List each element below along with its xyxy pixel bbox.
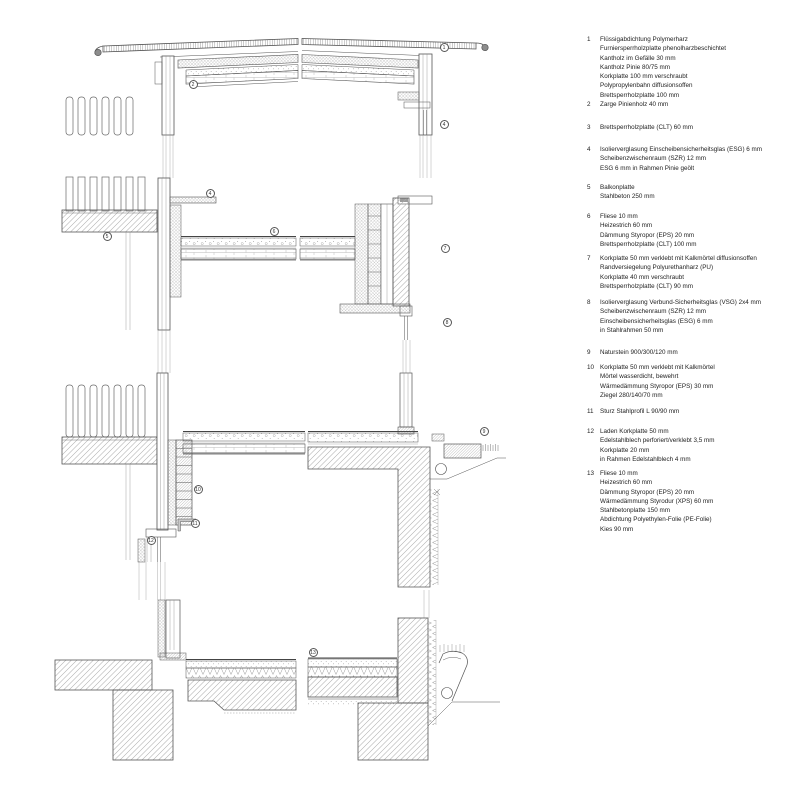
legend-line: Dämmung Styropor (EPS) 20 mm (600, 231, 695, 239)
detail-marker-11: 11 (192, 520, 198, 527)
legend-line: Brettsperrholzplatte 100 mm (600, 91, 680, 99)
legend-line: Korkplatte 20 mm (600, 446, 650, 454)
legend-line: Dämmung Styropor (EPS) 20 mm (600, 488, 695, 496)
legend-line: Isolierverglasung Einscheibensicherheitsglas (ESG) 6 mm (600, 146, 763, 153)
legend-item-number: 3 (587, 124, 591, 131)
legend-line: Sturz Stahlprofil L 90/90 mm (600, 408, 680, 415)
detail-marker-5: 5 (103, 232, 112, 241)
detail-marker-9: 9 (480, 427, 489, 436)
legend-line: Korkplatte 50 mm verklebt mit Kalkmörtel (600, 364, 715, 371)
legend-item-number: 12 (587, 428, 595, 435)
detail-marker-12: 12 (148, 537, 154, 544)
legend-item-number: 4 (587, 146, 591, 153)
legend-line: Einscheibensicherheitsglas (ESG) 6 mm (600, 317, 713, 325)
detail-marker-2: 2 (189, 80, 198, 89)
legend-line: Flüssigabdichtung Polymerharz (600, 36, 688, 43)
legend-line: Isolierverglasung Verbund-Sicherheitsglas (VSG) 2x4 mm (600, 299, 761, 306)
legend-line: Brettsperrholzplatte (CLT) 60 mm (600, 124, 693, 131)
legend-line: Stahlbeton 250 mm (600, 193, 655, 201)
detail-marker-8: 8 (443, 318, 452, 327)
detail-marker-6: 6 (270, 227, 279, 236)
legend-line: Korkplatte 40 mm verschraubt (600, 273, 684, 281)
legend-line: Laden Korkplatte 50 mm (600, 428, 669, 435)
legend-line: Kies 90 mm (600, 525, 634, 533)
legend-line: in Rahmen Edelstahlblech 4 mm (600, 455, 691, 463)
legend-line: Heizestrich 60 mm (600, 222, 653, 230)
legend-line: Wärmedämmung Styrodur (XPS) 60 mm (600, 497, 714, 505)
legend-line: Mörtel wasserdicht, bewehrt (600, 373, 679, 381)
legend-item-number: 1 (587, 36, 591, 43)
legend-line: Zarge Pinienholz 40 mm (600, 101, 669, 108)
legend-line: ESG 6 mm in Rahmen Pinie geölt (600, 164, 695, 172)
detail-marker-7: 7 (441, 244, 450, 253)
legend-line: Ziegel 280/140/70 mm (600, 391, 663, 399)
legend-item-number: 6 (587, 213, 591, 220)
legend-item-number: 13 (587, 470, 595, 477)
legend-line: Brettsperrholzplatte (CLT) 90 mm (600, 282, 693, 290)
detail-marker-4: 4 (440, 120, 449, 129)
legend-line: Scheibenzwischenraum (SZR) 12 mm (600, 308, 707, 316)
legend-line: Brettsperrholzplatte (CLT) 100 mm (600, 240, 697, 248)
legend-item-number: 10 (587, 364, 595, 371)
legend-line: Furniersperrholzplatte phenolharzbeschichtet (600, 45, 727, 53)
legend-line: Randversiegelung Polyurethanharz (PU) (600, 264, 714, 272)
detail-marker-4: 4 (206, 189, 215, 198)
legend-line: Polypropylenbahn diffusionsoffen (600, 82, 693, 90)
legend-line: Heizestrich 60 mm (600, 479, 653, 487)
legend-line: Fliese 10 mm (600, 470, 638, 477)
legend-line: Edelstahlblech perforiert/verklebt 3,5 mm (600, 437, 715, 445)
legend-item-number: 7 (587, 255, 591, 262)
legend-line: Korkplatte 100 mm verschraubt (600, 73, 688, 81)
legend-line: Kantholz im Gefälle 30 mm (600, 54, 676, 62)
legend-line: Wärmedämmung Styropor (EPS) 30 mm (600, 382, 714, 390)
legend-line: in Stahlrahmen 50 mm (600, 326, 664, 334)
legend-line: Fliese 10 mm (600, 213, 638, 220)
legend-line: Kantholz Pinie 80/75 mm (600, 63, 671, 71)
detail-marker-1: 1 (440, 43, 449, 52)
legend-line: Naturstein 900/300/120 mm (600, 349, 678, 356)
detail-marker-10: 10 (195, 486, 201, 493)
detail-marker-13: 13 (310, 649, 316, 656)
legend-item-number: 8 (587, 299, 591, 306)
legend-item-number: 9 (587, 349, 591, 356)
legend-item-number: 5 (587, 184, 591, 191)
legend-line: Scheibenzwischenraum (SZR) 12 mm (600, 155, 707, 163)
legend-line: Stahlbetonplatte 150 mm (600, 507, 671, 515)
legend-line: Balkonplatte (600, 184, 635, 191)
legend-item-number: 11 (587, 408, 594, 415)
legend-item-number: 2 (587, 101, 591, 108)
legend-line: Abdichtung Polyethylen-Folie (PE-Folie) (600, 516, 712, 524)
legend-line: Korkplatte 50 mm verklebt mit Kalkmörtel diffusionsoffen (600, 255, 757, 262)
